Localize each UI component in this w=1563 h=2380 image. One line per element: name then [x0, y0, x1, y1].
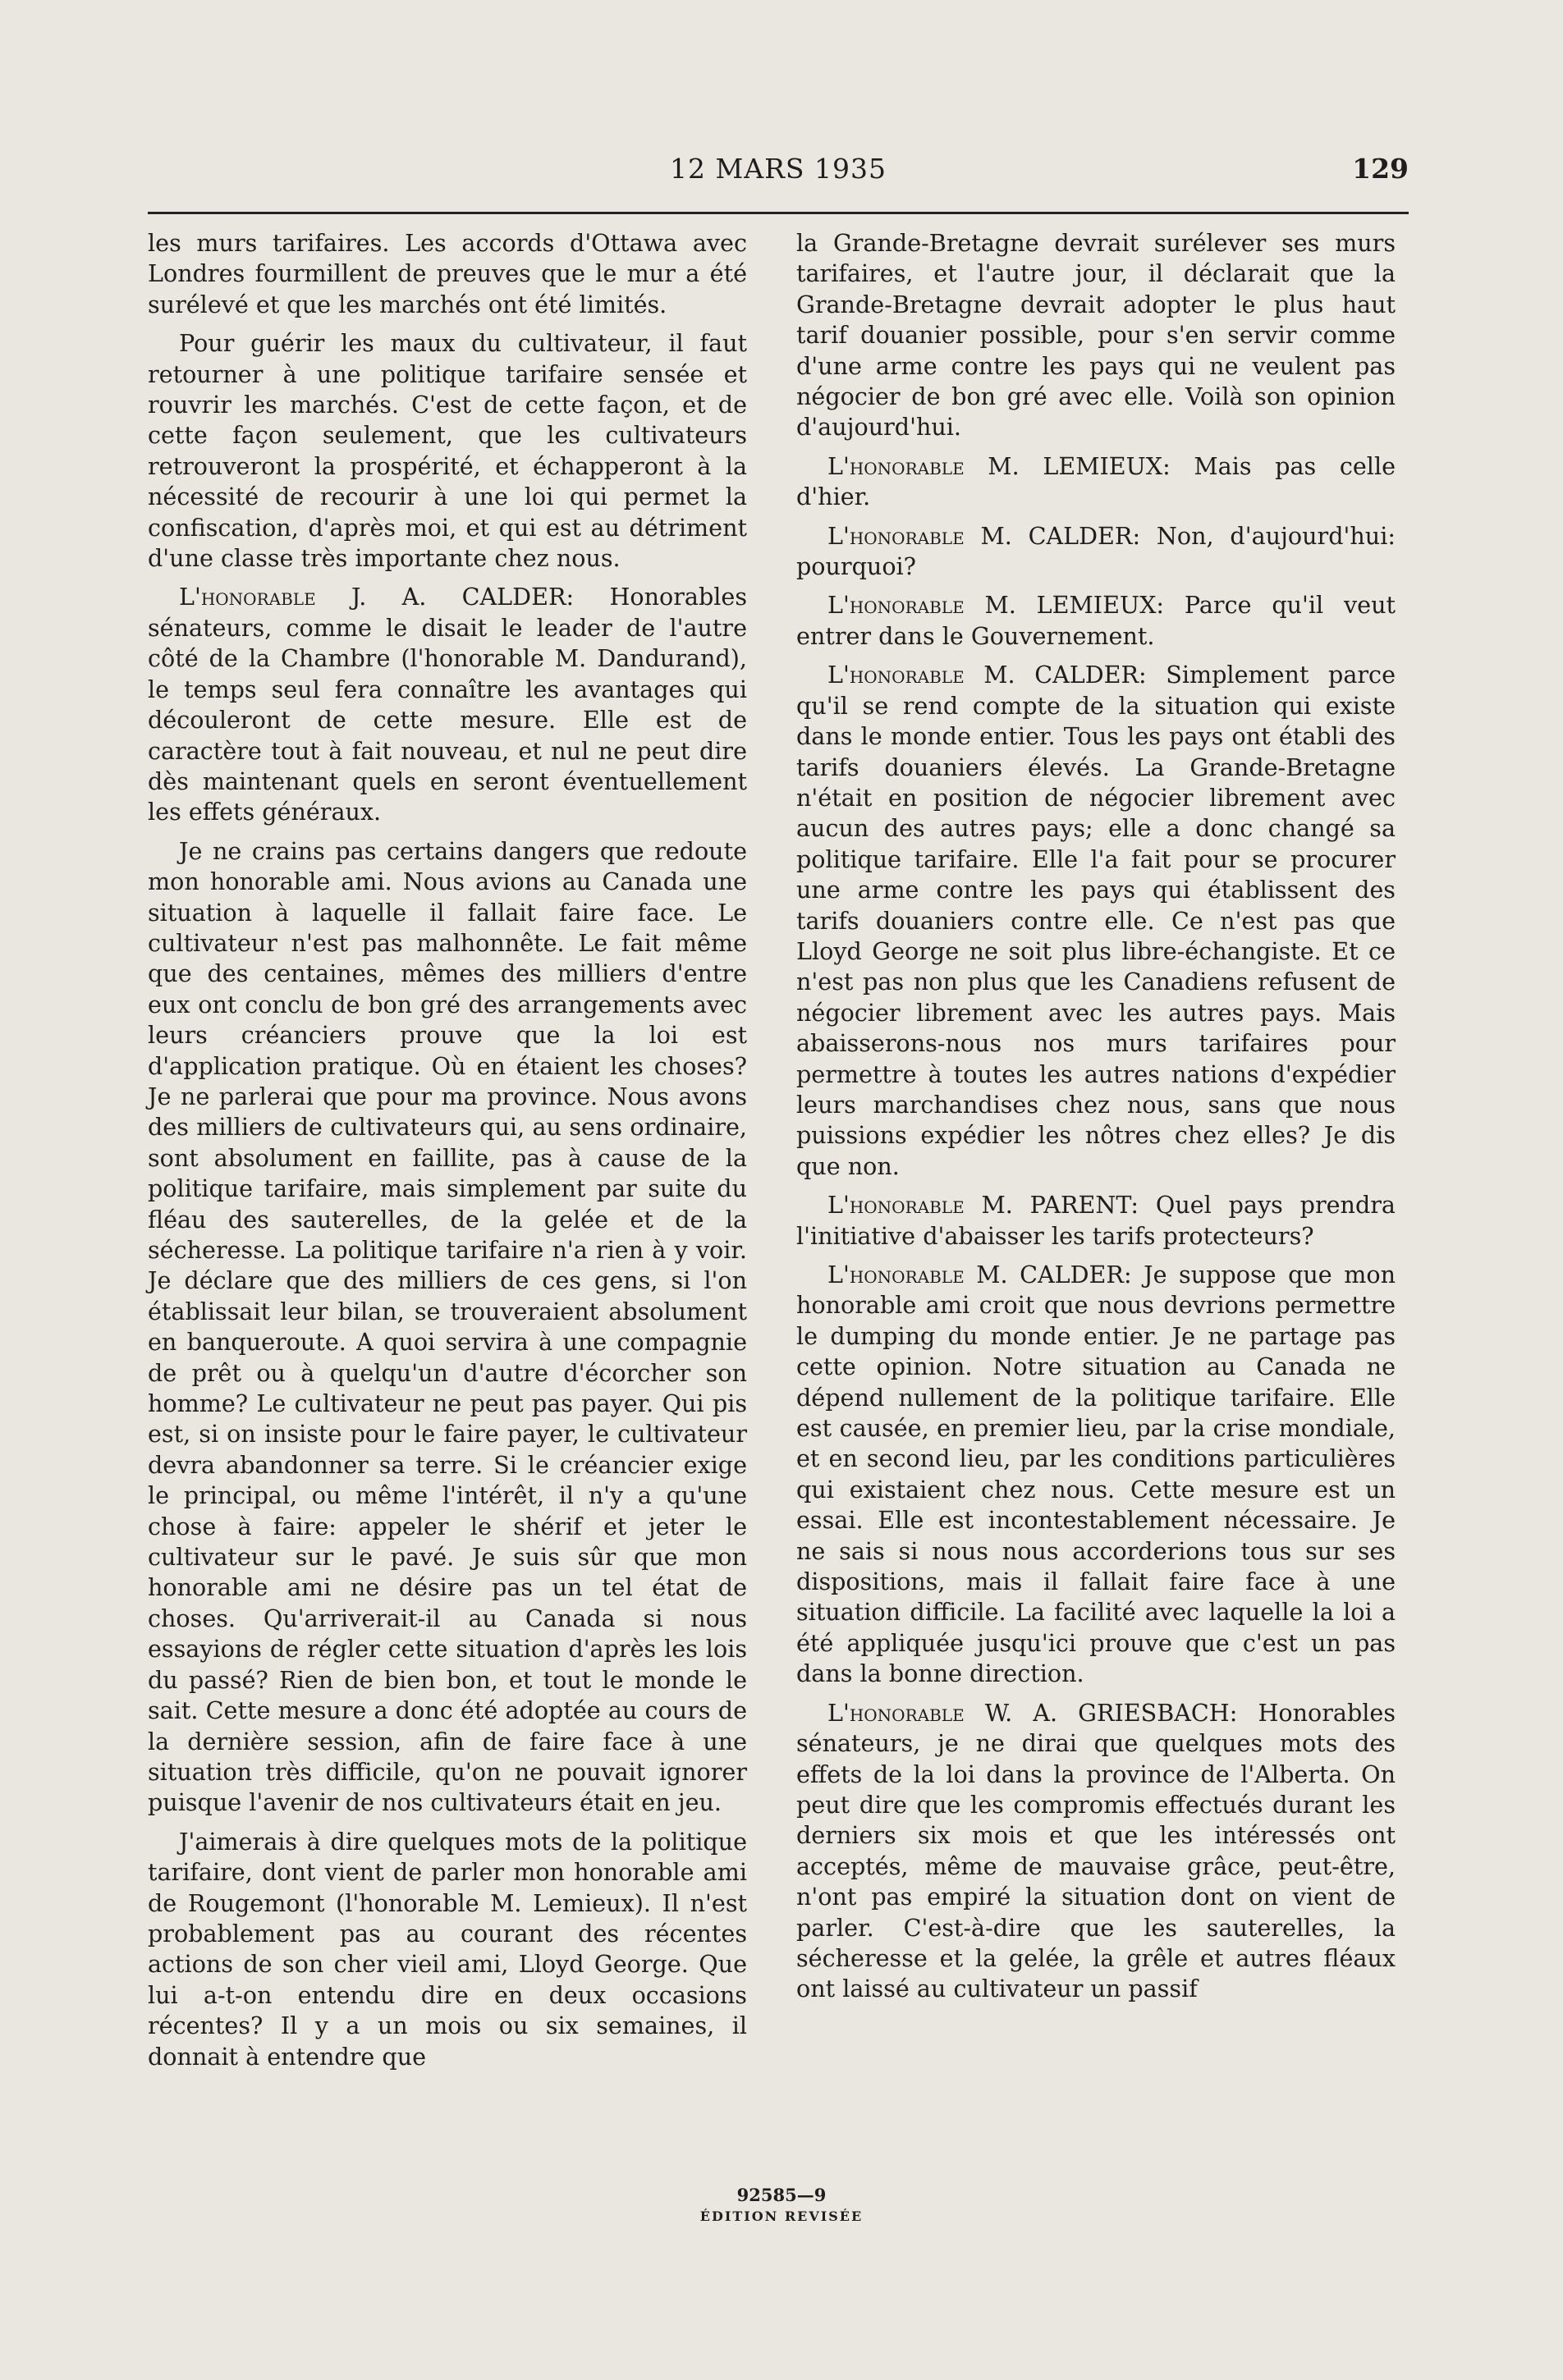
left-column	[148, 228, 747, 2080]
paragraph	[796, 590, 1396, 652]
paragraph-text: les murs tarifaires. Les accords d'Ottawa avec Londres fourmillent de preuves que le mur a été surélevé et que les marchés ont été limités.	[148, 229, 747, 318]
speaker-name: L'honorable M. LEMIEUX:	[827, 451, 1171, 480]
paragraph	[796, 660, 1396, 1182]
speaker-name: L'honorable W. A. GRIESBACH:	[827, 1698, 1238, 1727]
paragraph-text: Je suppose que mon honorable ami croit que nous devrions permettre le dumping du monde entier. Je ne partage pas cette opinion. Notre situation au Canada ne dépend nullement de la politique tarifaire. Elle est causée, en premier lieu, par la crise mondiale, et en second lieu, par les conditions particulières qui existaient chez nous. Cette mesure est un essai. Elle est incontestablement nécessaire. Je ne sais si nous nous accorderions tous sur ses dispositions, mais il fallait faire face à une situation difficile. La facilité avec laquelle la loi a été appliquée jusqu'ici prouve que c'est un pas dans la bonne direction.	[796, 1261, 1396, 1688]
paragraph	[148, 836, 747, 1819]
speaker-name: L'honorable M. LEMIEUX:	[827, 591, 1165, 620]
speaker-name: L'honorable J. A. CALDER:	[179, 583, 575, 611]
paragraph-text: J'aimerais à dire quelques mots de la politique tarifaire, dont vient de parler mon honorable ami de Rougemont (l'honorable M. Lemieux). Il n'est probablement pas au courant des récentes actions de son cher vieil ami, Lloyd George. Que lui a-t-on entendu dire en deux occasions récentes? Il y a un mois ou six semaines, il donnait à entendre que	[148, 1827, 747, 2071]
paragraph	[148, 582, 747, 827]
paragraph	[796, 1698, 1396, 2005]
page-number: 129	[1352, 153, 1409, 185]
paragraph-text: Simplement parce qu'il se rend compte de la situation qui existe dans le monde entier. Tous les pays ont établi des tarifs douaniers élevés. La Grande-Bretagne n'était en position de négocier librement avec aucun des autres pays; elle a donc changé sa politique tarifaire. Elle l'a fait pour se procurer une arme contre les pays qui établissent des tarifs douaniers contre elle. Ce n'est pas que Lloyd George ne soit plus libre-échangiste. Et ce n'est pas non plus que les Canadiens refusent de négocier librement avec les autres pays. Mais abaisserons-nous nos murs tarifaires pour permettre à toutes les autres nations d'expédier leurs marchandises chez nous, sans que nous puissions expédier les nôtres chez elles? Je dis que non.	[796, 661, 1396, 1180]
speaker-name: L'honorable M. CALDER:	[827, 1261, 1132, 1288]
paragraph-text: Mais pas celle d'hier.	[796, 451, 1396, 511]
paragraph-text: Non, d'aujourd'hui: pourquoi?	[796, 521, 1396, 581]
page-date: 12 MARS 1935	[669, 153, 887, 185]
page-footer	[0, 2185, 1563, 2224]
paragraph	[796, 521, 1396, 583]
paragraph-text: Parce qu'il veut entrer dans le Gouvernement.	[796, 591, 1396, 650]
paragraph	[796, 451, 1396, 513]
right-column	[796, 228, 1396, 2013]
header-divider	[148, 212, 1409, 214]
paragraph	[148, 1827, 747, 2072]
speaker-name: L'honorable M. CALDER:	[827, 661, 1147, 689]
speaker-name: L'honorable M. CALDER:	[827, 521, 1141, 550]
page-header	[148, 153, 1409, 194]
paragraph-text: Je ne crains pas certains dangers que redoute mon honorable ami. Nous avions au Canada une situation à laquelle il fallait faire face. Le cultivateur n'est pas malhonnête. Le fait même que des centaines, mêmes des milliers d'entre eux ont conclu de bon gré des arrangements avec leurs créanciers prouve que la loi est d'application pratique. Où en étaient les choses? Je ne parlerai que pour ma province. Nous avons des milliers de cultivateurs qui, au sens ordinaire, sont absolument en faillite, pas à cause de la politique tarifaire, mais simplement par suite du fléau des sauterelles, de la gelée et de la sécheresse. La politique tarifaire n'a rien à y voir. Je déclare que des milliers de ces gens, si l'on établissait leur bilan, se trouveraient absolument en banqueroute. A quoi servira à une compagnie de prêt ou à quelqu'un d'autre d'écorcher son homme? Le cultivateur ne peut pas payer. Qui pis est, si on insiste pour le faire payer, le cultivateur devra abandonner sa terre. Si le créancier exige le principal, ou même l'intérêt, il n'y a qu'une chose à faire: appeler le shérif et jeter le cultivateur sur le pavé. Je suis sûr que mon honorable ami ne désire pas un tel état de choses. Qu'arriverait-il au Canada si nous essayions de régler cette situation d'après les lois du passé? Rien de bien bon, et tout le monde le sait. Cette mesure a donc été adoptée au cours de la dernière session, afin de faire face à une situation très difficile, qu'on ne pouvait ignorer puisque l'avenir de nos cultivateurs était en jeu.	[148, 836, 747, 1817]
speaker-name: L'honorable M. PARENT:	[827, 1191, 1139, 1220]
paragraph	[796, 1260, 1396, 1690]
edition-label: ÉDITION REVISÉE	[699, 2208, 864, 2224]
paragraph	[148, 228, 747, 320]
print-code: 92585—9	[736, 2185, 827, 2205]
paragraph	[148, 328, 747, 574]
paragraph-text: Honorables sénateurs, comme le disait le leader de l'autre côté de la Chambre (l'honorable M. Dandurand), le temps seul fera connaître les avantages qui découleront de cette mesure. Elle est de caractère tout à fait nouveau, et nul ne peut dire dès maintenant quels en seront éventuellement les effets généraux.	[148, 583, 747, 826]
paragraph	[796, 1190, 1396, 1252]
paragraph-text: Pour guérir les maux du cultivateur, il faut retourner à une politique tarifaire sensée et rouvrir les marchés. C'est de cette façon, et de cette façon seulement, que les cultivateurs retrouveront la prospérité, et échapperont à la nécessité de recourir à une loi qui permet la confiscation, d'après moi, et qui est au détriment d'une classe très importante chez nous.	[148, 329, 747, 573]
paragraph-text: la Grande-Bretagne devrait surélever ses murs tarifaires, et l'autre jour, il déclarait que la Grande-Bretagne devrait adopter le plus haut tarif douanier possible, pour s'en servir comme d'une arme contre les pays qui ne veulent pas négocier de bon gré avec elle. Voilà son opinion d'aujourd'hui.	[796, 229, 1396, 442]
paragraph-text: Quel pays prendra l'initiative d'abaisser les tarifs protecteurs?	[796, 1191, 1396, 1250]
paragraph-text: Honorables sénateurs, je ne dirai que quelques mots des effets de la loi dans la province de l'Alberta. On peut dire que les compromis effectués durant les derniers six mois et que les intéressés ont acceptés, même de mauvaise grâce, peut-être, n'ont pas empiré la situation dont on vient de parler. C'est-à-dire que les sauterelles, la sécheresse et la gelée, la grêle et autres fléaux ont laissé au cultivateur un passif	[796, 1698, 1396, 2003]
paragraph	[796, 228, 1396, 443]
